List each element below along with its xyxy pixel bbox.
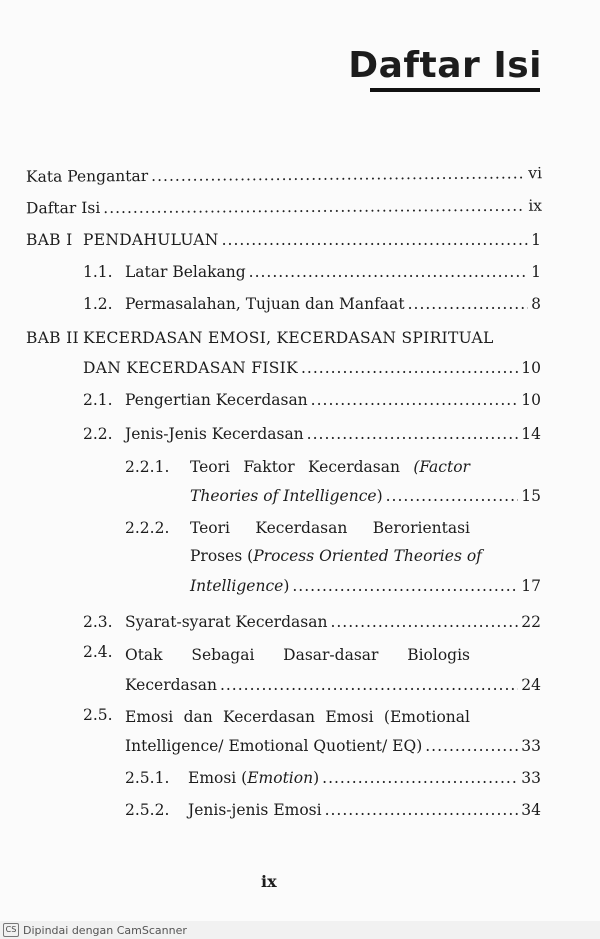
toc-entry-bab-2 [83, 358, 541, 378]
toc-page: 33 [521, 769, 541, 787]
toc-page: 34 [521, 801, 541, 819]
leader-dots [330, 612, 518, 632]
toc-page: 14 [521, 425, 541, 443]
leader-dots [307, 424, 519, 444]
text-plain: Proses ( [190, 547, 254, 565]
toc-entry-bab-1 [83, 230, 541, 250]
toc-entry-1-1 [125, 262, 541, 282]
toc-entry-daftar-isi [26, 196, 542, 219]
word: Kecerdasan [223, 708, 315, 726]
leader-dots [220, 675, 518, 695]
toc-title: Kecerdasan [125, 676, 217, 694]
toc-page: 22 [521, 613, 541, 631]
toc-page: 8 [531, 295, 541, 313]
toc-entry-2-4-line1 [125, 645, 470, 665]
toc-title-italic: Emotion [247, 769, 314, 787]
toc-title-tail: ) [313, 769, 320, 787]
word: Teori [190, 458, 231, 476]
word: Kecerdasan [308, 458, 400, 476]
toc-page: 15 [521, 487, 541, 505]
toc-page: 24 [521, 676, 541, 694]
toc-entry-2-2-2-line1 [190, 518, 470, 538]
toc-entry-2-5-line1 [125, 707, 470, 727]
toc-page: 1 [531, 231, 541, 249]
toc-entry-2-3 [125, 612, 541, 632]
word: Emosi [325, 708, 374, 726]
toc-title: Syarat-syarat Kecerdasan [125, 613, 328, 631]
toc-entry-1-2 [125, 294, 541, 314]
toc-title: Jenis-Jenis Kecerdasan [125, 425, 304, 443]
leader-dots [222, 230, 529, 250]
scanner-text: Dipindai dengan CamScanner [23, 923, 187, 937]
title-underline [370, 88, 540, 92]
word: Sebagai [191, 646, 255, 664]
leader-dots [322, 768, 518, 788]
chapter-title-line1: KECERDASAN EMOSI, KECERDASAN SPIRITUAL [83, 329, 494, 347]
toc-page: 1 [531, 263, 541, 281]
toc-title: Kata Pengantar [25, 166, 149, 186]
text-italic: Process Oriented Theories of [253, 547, 482, 565]
toc-title: Latar Belakang [125, 263, 246, 281]
toc-title-tail: ) [283, 577, 290, 595]
toc-title-tail: ) [376, 487, 383, 505]
toc-title: PENDAHULUAN [83, 231, 219, 249]
toc-title-plain: Emosi ( [188, 769, 248, 787]
toc-title: Permasalahan, Tujuan dan Manfaat [125, 295, 405, 313]
leader-dots [386, 486, 519, 506]
word: Faktor [243, 458, 295, 476]
leader-dots [249, 262, 528, 282]
section-number: 2.3. [83, 613, 113, 631]
toc-entry-2-5-1 [188, 768, 541, 788]
section-number: 2.1. [83, 391, 113, 409]
leader-dots [311, 390, 519, 410]
toc-page: 10 [521, 391, 541, 409]
leader-dots [408, 294, 529, 314]
toc-entry-2-1 [125, 390, 541, 410]
toc-title-italic: Theories of Intelligence [190, 487, 377, 505]
leader-dots [301, 358, 518, 378]
word: dan [183, 708, 213, 726]
section-number: 2.5.1. [125, 769, 170, 787]
word: Teori [190, 519, 231, 537]
toc-title: Intelligence/ Emotional Quotient/ EQ) [125, 737, 423, 755]
toc-page: 10 [521, 359, 541, 377]
toc-entry-2-5-2 [188, 800, 541, 820]
section-number: 1.1. [83, 263, 113, 281]
leader-dots [292, 576, 518, 596]
leader-dots [425, 736, 518, 756]
toc-page: vi [528, 164, 543, 183]
section-number: 2.4. [83, 643, 113, 661]
section-number: 2.2.1. [125, 458, 170, 476]
toc-entry-kata-pengantar [26, 163, 542, 187]
section-number: 1.2. [83, 295, 113, 313]
word: Berorientasi [372, 519, 470, 537]
toc-page: 33 [521, 737, 541, 755]
toc-page: ix [528, 196, 543, 215]
page-title: Daftar Isi [348, 45, 542, 86]
section-number: 2.5. [83, 706, 113, 724]
toc-title: Jenis-jenis Emosi [188, 801, 322, 819]
chapter-label: BAB I [26, 231, 73, 249]
toc-entry-2-5 [125, 736, 541, 756]
word: Kecerdasan [255, 519, 348, 537]
leader-dots [151, 163, 525, 186]
toc-entry-2-2-2 [190, 576, 541, 596]
word: Dasar-dasar [283, 646, 379, 664]
toc-page: 17 [521, 577, 541, 595]
word: Biologis [407, 646, 470, 664]
word: (Emotional [383, 708, 470, 726]
section-number: 2.5.2. [125, 801, 170, 819]
section-number: 2.2. [83, 425, 113, 443]
toc-title: Pengertian Kecerdasan [125, 391, 308, 409]
leader-dots [325, 800, 519, 820]
page-number: ix [261, 872, 277, 891]
word: (Factor [413, 458, 470, 476]
toc-entry-2-2-1-line1 [190, 457, 470, 477]
word: Otak [125, 646, 163, 664]
word: Emosi [125, 708, 174, 726]
section-number: 2.2.2. [125, 519, 170, 537]
toc-entry-2-4 [125, 675, 541, 695]
toc-title-italic: Intelligence [190, 577, 284, 595]
toc-entry-2-2-2-line2 [190, 546, 482, 566]
chapter-label: BAB II [26, 329, 79, 347]
leader-dots [103, 196, 525, 218]
toc-entry-2-2-1 [190, 486, 541, 506]
toc-entry-2-2 [125, 424, 541, 444]
toc-title: DAN KECERDASAN FISIK [83, 359, 298, 377]
camscanner-logo-icon: CS [3, 923, 19, 937]
toc-title: Daftar Isi [25, 198, 101, 218]
scanner-watermark [0, 921, 600, 939]
